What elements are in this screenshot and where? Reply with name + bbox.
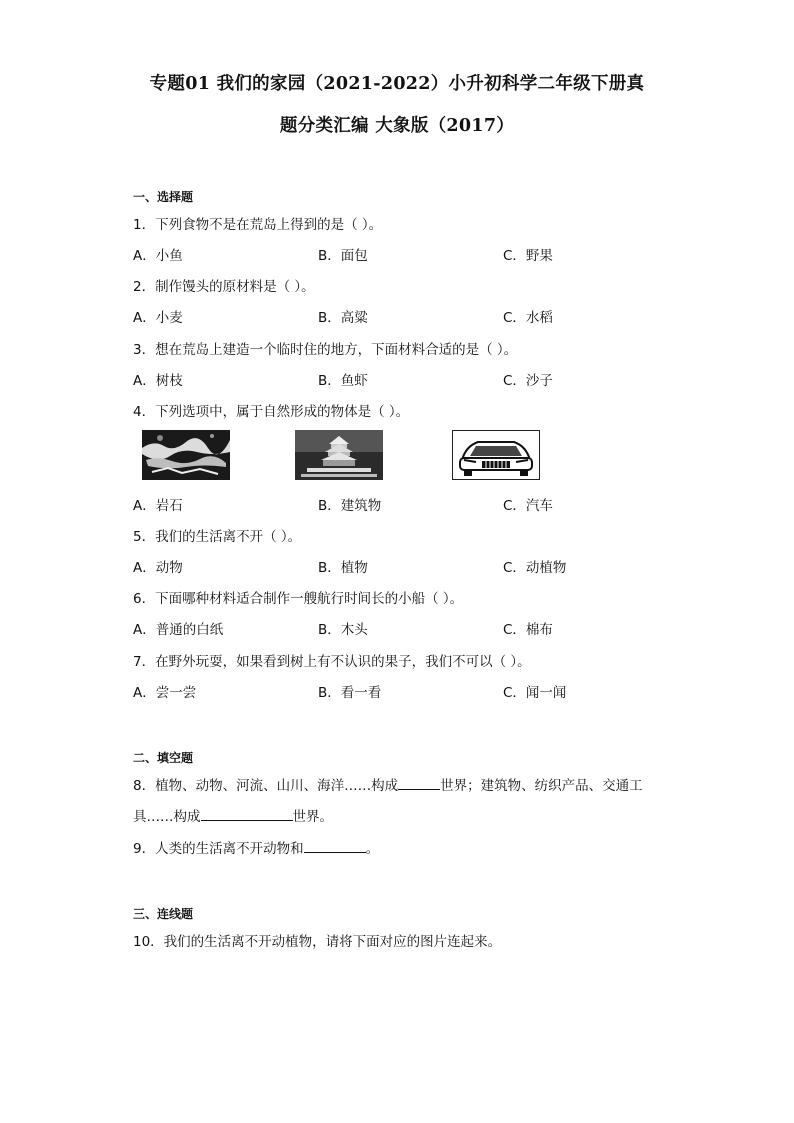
question-4: 4．下列选项中，属于自然形成的物体是（ ）。 — [133, 404, 410, 420]
question-8-line-1 — [133, 774, 643, 794]
answer-blank-8b[interactable] — [201, 806, 293, 821]
question-6: 6．下面哪种材料适合制作一艘航行时间长的小船（ ）。 — [133, 591, 464, 607]
option-7b: B．看一看 — [318, 685, 382, 701]
question-9-text-a: 9．人类的生活离不开动物和 — [133, 841, 304, 857]
question-8-line-2 — [133, 805, 333, 825]
option-5a: A．动物 — [133, 560, 183, 576]
building-image — [295, 430, 383, 480]
option-6c: C．棉布 — [503, 622, 553, 638]
option-6a: A．普通的白纸 — [133, 622, 224, 638]
option-2c: C．水稻 — [503, 310, 553, 326]
question-8-text-d: 世界。 — [292, 809, 333, 825]
answer-blank-9[interactable] — [304, 838, 366, 853]
option-3a: A．树枝 — [133, 373, 183, 389]
option-4b: B．建筑物 — [318, 498, 382, 514]
option-3c: C．沙子 — [503, 373, 553, 389]
question-9-text-b: 。 — [365, 841, 380, 857]
option-5c: C．动植物 — [503, 560, 567, 576]
question-8-text-a: 8．植物、动物、河流、山川、海洋……构成 — [133, 778, 399, 794]
option-6b: B．木头 — [318, 622, 368, 638]
question-10: 10．我们的生活离不开动植物，请将下面对应的图片连起来。 — [133, 934, 502, 950]
section-heading-match: 三、连线题 — [133, 907, 194, 921]
option-1a: A．小鱼 — [133, 248, 183, 264]
section-heading-choice: 一、选择题 — [133, 190, 194, 204]
question-7: 7．在野外玩耍，如果看到树上有不认识的果子，我们不可以（ ）。 — [133, 654, 531, 670]
answer-blank-8a[interactable] — [398, 775, 440, 790]
question-8-text-c: 具……构成 — [133, 809, 201, 825]
option-7c: C．闻一闻 — [503, 685, 567, 701]
page-title-line-1: 专题01 我们的家园（2021-2022）小升初科学二年级下册真 — [149, 74, 645, 94]
option-2a: A．小麦 — [133, 310, 183, 326]
option-5b: B．植物 — [318, 560, 368, 576]
option-4c: C．汽车 — [503, 498, 553, 514]
option-3b: B．鱼虾 — [318, 373, 368, 389]
car-image — [452, 430, 540, 480]
option-4a: A．岩石 — [133, 498, 183, 514]
question-5: 5．我们的生活离不开（ ）。 — [133, 529, 302, 545]
option-1c: C．野果 — [503, 248, 553, 264]
option-2b: B．高粱 — [318, 310, 368, 326]
rock-image — [142, 430, 230, 480]
page-title-line-2: 题分类汇编 大象版（2017） — [279, 116, 515, 136]
question-2: 2．制作馒头的原材料是（ ）。 — [133, 279, 315, 295]
question-1: 1．下列食物不是在荒岛上得到的是（ ）。 — [133, 217, 383, 233]
question-9 — [133, 837, 379, 857]
question-8-text-b: 世界；建筑物、纺织产品、交通工 — [440, 778, 643, 794]
section-heading-fill: 二、填空题 — [133, 751, 194, 765]
option-1b: B．面包 — [318, 248, 368, 264]
option-7a: A．尝一尝 — [133, 685, 197, 701]
question-3: 3．想在荒岛上建造一个临时住的地方，下面材料合适的是（ ）。 — [133, 342, 518, 358]
